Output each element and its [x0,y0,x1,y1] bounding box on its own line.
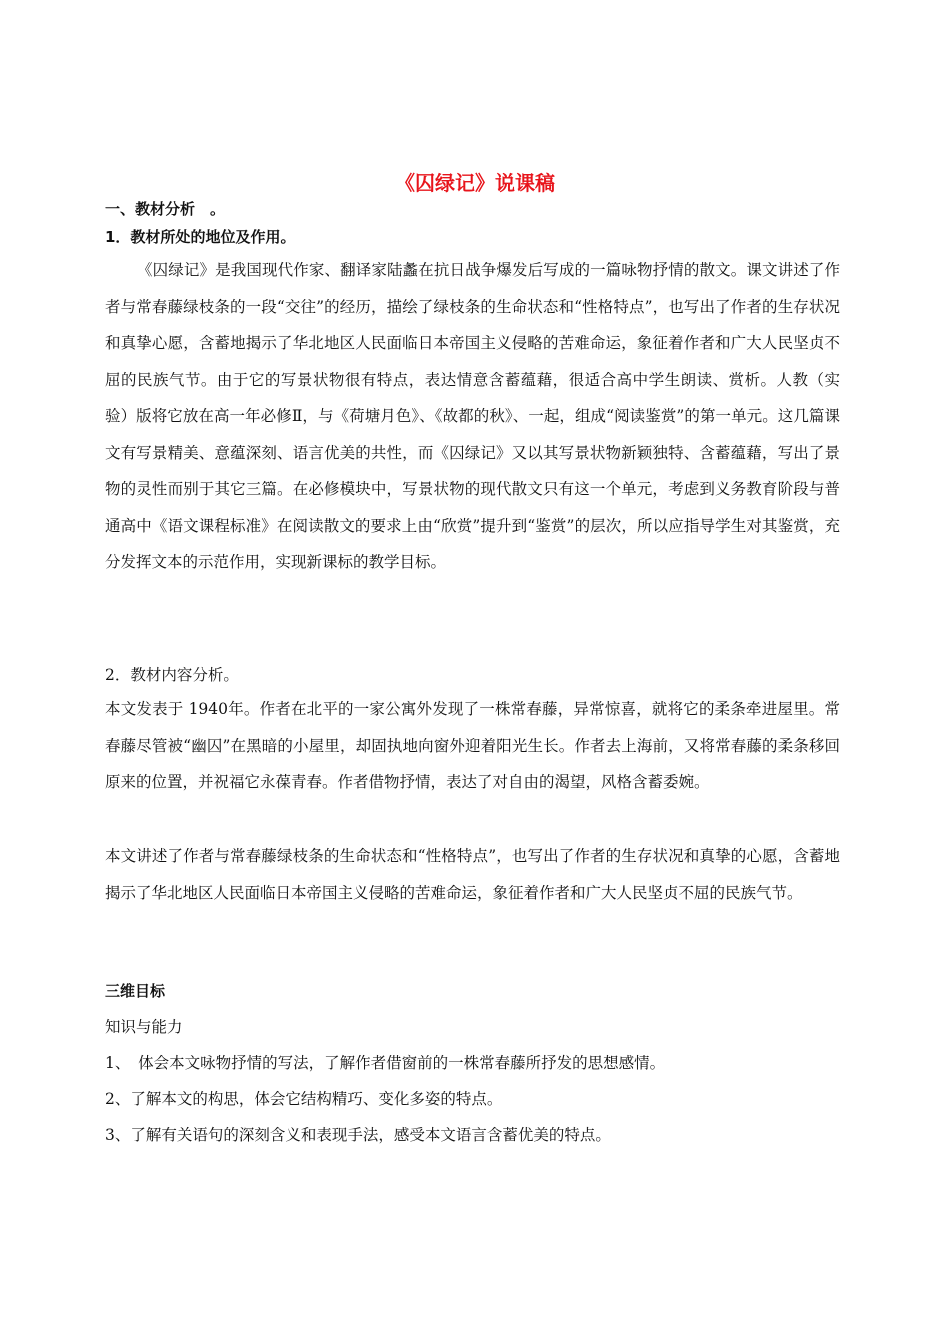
subheading-position-and-role: 1．教材所处的地位及作用。 [105,228,296,246]
goal-item: 1、 体会本文咏物抒情的写法，了解作者借窗前的一株常春藤所抒发的思想感情。 [105,1054,666,1072]
goal-item: 2、了解本文的构思，体会它结构精巧、变化多姿的特点。 [105,1090,503,1108]
paragraph-content-analysis: 本文发表于 1940年。作者在北平的一家公寓外发现了一株常春藤，异常惊喜，就将它的柔条牵进屋里。常春藤尽管被“幽囚”在黑暗的小屋里，却固执地向窗外迎着阳光生长。作者去上海前，又将常春藤的柔条移回原来的位置，并祝福它永葆青春。作者借物抒情，表达了对自由的渴望，风格含蓄委婉。 [105,700,840,791]
subheading-content-analysis: 2．教材内容分析。 [105,666,239,684]
section-heading-three-dimensional-goals: 三维目标 [105,982,166,1000]
section-heading-textbook-analysis: 一、教材分析 。 [105,200,226,218]
paragraph-position-and-role: 《囚绿记》是我国现代作家、翻译家陆蠡在抗日战争爆发后写成的一篇咏物抒情的散文。课文讲述了作者与常春藤绿枝条的一段“交往”的经历，描绘了绿枝条的生命状态和“性格特点”，也写出了作者的生存状况和真挚心愿，含蓄地揭示了华北地区人民面临日本帝国主义侵略的苦难命运，象征着作者和广大人民坚贞不屈的民族气节。由于它的写景状物很有特点，表达情意含蓄蕴藉，很适合高中学生朗读、赏析。人教（实验）版将它放在高一年必修Ⅱ，与《荷塘月色》、《故都的秋》、一起，组成“阅读鉴赏”的第一单元。这几篇课文有写景精美、意蕴深刻、语言优美的共性，而《囚绿记》又以其写景状物新颖独特、含蓄蕴藉，写出了景物的灵性而别于其它三篇。在必修模块中，写景状物的现代散文只有这一个单元，考虑到义务教育阶段与普通高中《语文课程标准》在阅读散文的要求上由“欣赏”提升到“鉴赏”的层次，所以应指导学生对其鉴赏，充分发挥文本的示范作用，实现新课标的教学目标。 [105,261,840,571]
document-title: 《囚绿记》说课稿 [395,171,555,195]
subheading-knowledge-and-ability: 知识与能力 [105,1018,183,1036]
paragraph-content-summary: 本文讲述了作者与常春藤绿枝条的生命状态和“性格特点”，也写出了作者的生存状况和真挚的心愿，含蓄地揭示了华北地区人民面临日本帝国主义侵略的苦难命运，象征着作者和广大人民坚贞不屈的民族气节。 [105,847,840,902]
goal-item: 3、了解有关语句的深刻含义和表现手法，感受本文语言含蓄优美的特点。 [105,1126,611,1144]
